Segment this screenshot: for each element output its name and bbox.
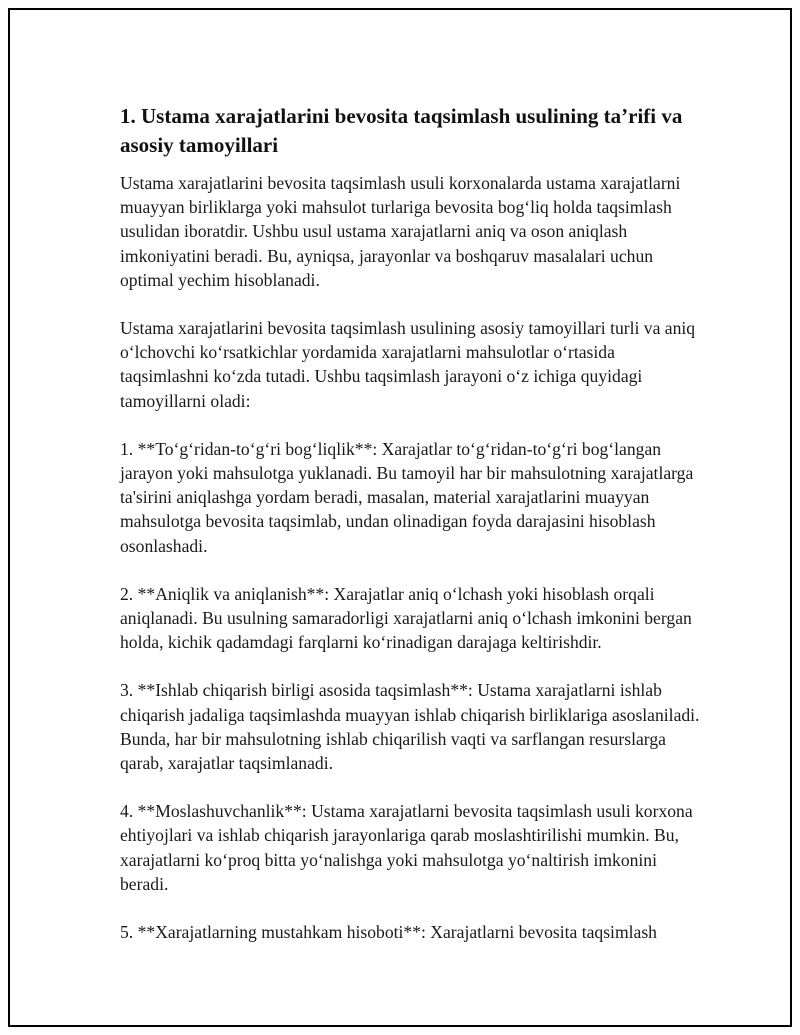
paragraph-principles-intro: Ustama xarajatlarini bevosita taqsimlash usulining asosiy tamoyillari turli va aniq o‘lchovchi ko‘rsatkichlar yordamida xarajatlarni mahsulotlar o‘rtasida taqsimlashni ko‘zda tutadi. Ushbu taqsimlash jarayoni o‘z ichiga quyidagi tamoyillarni oladi: — [120, 318, 696, 411]
paragraph-principle-1: 1. **To‘g‘ridan-to‘g‘ri bog‘liqlik**: Xarajatlar to‘g‘ridan-to‘g‘ri bog‘langan jarayon yoki mahsulotga yuklanadi. Bu tamoyil har bir mahsulotning xarajatlarga ta'sirini aniqlashga yordam beradi, masalan, material xarajatlarini muayyan mahsulotga bevosita taqsimlab, undan olinadigan foyda darajasini hisoblash osonlashadi. — [120, 438, 694, 556]
paragraph-principle-4: 4. **Moslashuvchanlik**: Ustama xarajatlarni bevosita taqsimlash usuli korxona ehtiyojlari va ishlab chiqarish jarayonlariga qarab moslashtirilishi mumkin. Bu, xarajatlarni ko‘proq bitta yo‘nalishga yoki mahsulotga yo‘naltirish imkonini beradi. — [120, 801, 693, 894]
page-frame — [8, 8, 792, 1027]
paragraph-principle-5: 5. **Xarajatlarning mustahkam hisoboti**: Xarajatlarni bevosita taqsimlash — [120, 922, 657, 943]
document-body — [120, 102, 700, 968]
section-heading: 1. Ustama xarajatlarini bevosita taqsimlash usulining ta’rifi va asosiy tamoyillari — [120, 104, 683, 157]
paragraph-definition: Ustama xarajatlarini bevosita taqsimlash usuli korxonalarda ustama xarajatlarni muayyan birliklarga yoki mahsulot turlariga bevosita bog‘liq holda taqsimlash usulidan iboratdir. Ushbu usul ustama xarajatlarni aniq va oson aniqlash imkoniyatini beradi. Bu, ayniqsa, jarayonlar va boshqaruv masalalari uchun optimal yechim hisoblanadi. — [120, 173, 681, 290]
paragraph-principle-2: 2. **Aniqlik va aniqlanish**: Xarajatlar aniq o‘lchash yoki hisoblash orqali aniqlanadi. Bu usulning samaradorligi xarajatlarni aniq o‘lchash imkonini bergan holda, kichik qadamdagi farqlarni ko‘rinadigan darajaga keltirishdir. — [120, 583, 692, 653]
paragraph-principle-3: 3. **Ishlab chiqarish birligi asosida taqsimlash**: Ustama xarajatlarni ishlab chiqarish jadaliga taqsimlashda muayyan ishlab chiqarish birliklariga asoslaniladi. Bunda, har bir mahsulotning ishlab chiqarilish vaqti va sarflangan resurslarga qarab, xarajatlar taqsimlanadi. — [120, 680, 700, 774]
